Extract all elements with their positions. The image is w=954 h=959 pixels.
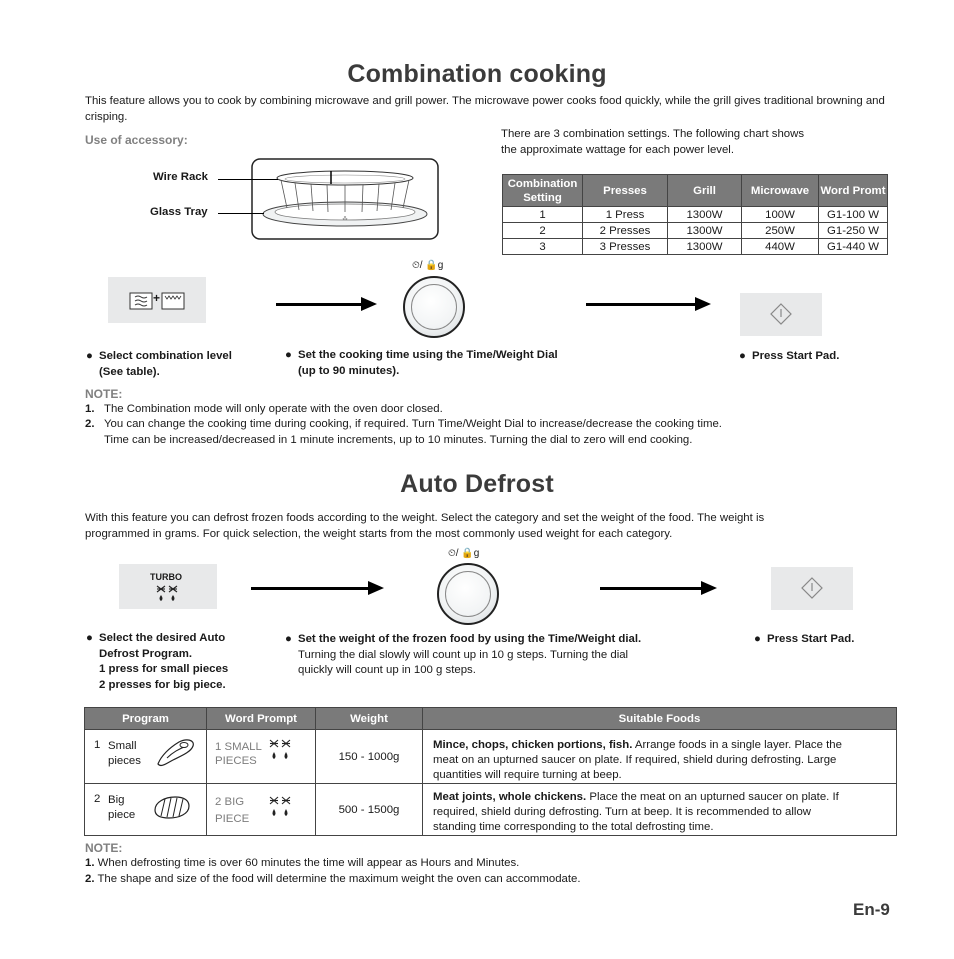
prompt-text: 1 SMALL xyxy=(215,741,262,753)
food-text: required, shield during defrosting. Turn at beep. It is recommended to allow xyxy=(433,806,811,818)
defrost-intro xyxy=(85,510,885,542)
table-cell: 2 xyxy=(503,223,583,239)
table-cell: G1-100 W xyxy=(819,207,888,223)
table-cell: G1-440 W xyxy=(819,239,888,255)
glass-tray-label: Glass Tray xyxy=(150,206,208,218)
note-number: 1. xyxy=(85,403,95,415)
arrow-right-head xyxy=(701,581,717,595)
defrost-note-label: NOTE: xyxy=(85,841,123,855)
chop-icon xyxy=(155,736,197,770)
pad-plus: + xyxy=(153,291,161,305)
wire-rack-glass-tray-icon xyxy=(251,158,439,240)
col-header: Microwave xyxy=(742,175,819,207)
turbo-label: TURBO xyxy=(150,572,182,582)
dial-inner xyxy=(411,284,457,330)
arrow-right xyxy=(276,303,362,306)
prompt-cell xyxy=(207,784,316,836)
food-bold: Meat joints, whole chickens. xyxy=(433,791,587,803)
food-text: quantities will require turning at beep. xyxy=(433,769,622,781)
note-number: 1. xyxy=(85,857,95,869)
intro-line: programmed in grams. For quick selection, the weight starts from the most commonly used weight for each category. xyxy=(85,528,673,540)
step-line: (See table). xyxy=(99,365,160,378)
arrow-right xyxy=(586,303,696,306)
program-name: Small xyxy=(108,740,137,752)
col-header: Word Prompt xyxy=(207,708,316,730)
step-line: Press Start Pad. xyxy=(767,633,855,645)
time-weight-dial[interactable] xyxy=(403,276,465,338)
dial-label: ⏲/ 🔒g xyxy=(448,548,480,559)
prompt-cell xyxy=(207,730,316,784)
arrow-right-head xyxy=(368,581,384,595)
snowflake-droplet-icon xyxy=(268,795,294,823)
page-number: En-9 xyxy=(853,900,890,919)
note-text: Time can be increased/decreased in 1 minute increments, up to 10 minutes. Turning the dial to zero will end cooking. xyxy=(104,434,693,446)
food-bold: Mince, chops, chicken portions, fish. xyxy=(433,739,633,751)
table-cell: 100W xyxy=(742,207,819,223)
wire-rack-pointer xyxy=(218,179,278,180)
step-line: Set the weight of the frozen food by using the Time/Weight dial. xyxy=(298,633,642,645)
weight-cell: 500 - 1500g xyxy=(316,784,423,836)
col-header: Suitable Foods xyxy=(423,708,897,730)
intro-line: With this feature you can defrost frozen foods according to the weight. Select the category and set the weight of the food. The weight is xyxy=(85,512,765,524)
start-diamond-icon xyxy=(740,293,822,336)
table-row xyxy=(503,223,888,239)
table-row xyxy=(85,784,897,836)
start-pad[interactable] xyxy=(771,567,853,610)
turbo-defrost-pad[interactable] xyxy=(119,564,217,609)
table-cell: 1300W xyxy=(668,207,742,223)
step-line: Select combination level xyxy=(99,350,232,362)
col-header: Word Promt xyxy=(819,175,888,207)
note-number: 2. xyxy=(85,418,95,430)
combination-pad[interactable] xyxy=(108,277,206,323)
step-line: 1 press for small pieces xyxy=(99,663,229,675)
defrost-note-1 xyxy=(85,856,519,872)
step-line: (up to 90 minutes). xyxy=(298,364,400,377)
table-cell: 1300W xyxy=(668,239,742,255)
defrost-title: Auto Defrost xyxy=(400,470,554,498)
food-cell xyxy=(423,784,897,836)
arrow-right xyxy=(251,587,369,590)
chart-intro-line: the approximate wattage for each power level. xyxy=(501,144,735,156)
prompt-text: PIECE xyxy=(215,813,250,825)
food-text: Place the meat on an upturned saucer on plate. If xyxy=(586,791,839,803)
food-cell xyxy=(423,730,897,784)
combination-intro: This feature allows you to cook by combining microwave and grill power. The microwave power cooks food quickly, while the grill gives traditional browning and crisping. xyxy=(85,95,885,123)
defrost-table xyxy=(84,707,897,836)
note-text: The shape and size of the food will determine the maximum weight the oven can accommodate. xyxy=(94,873,581,885)
program-cell xyxy=(85,784,207,836)
combo-note-label: NOTE: xyxy=(85,387,123,401)
arrow-right-head xyxy=(695,297,711,311)
col-header: Combination Setting xyxy=(503,175,583,207)
step-line: Select the desired Auto xyxy=(99,632,226,644)
food-text: Arrange foods in a single layer. Place the xyxy=(632,739,842,751)
combination-table xyxy=(502,174,888,255)
program-number: 2 xyxy=(94,793,101,805)
table-cell: 1300W xyxy=(668,223,742,239)
wire-rack-label: Wire Rack xyxy=(153,171,208,183)
table-cell: 2 Presses xyxy=(583,223,668,239)
program-name: pieces xyxy=(108,755,141,767)
dial-label: ⏲/ 🔒g xyxy=(412,260,444,271)
roast-joint-icon xyxy=(151,792,193,822)
step-line: Defrost Program. xyxy=(99,647,193,660)
program-cell xyxy=(85,730,207,784)
combination-title: Combination cooking xyxy=(347,60,607,88)
defrost-note-2 xyxy=(85,872,581,888)
step-line: 2 presses for big piece. xyxy=(99,678,226,691)
food-text: meat on an upturned saucer on plate. If required, shield during defrosting. Large xyxy=(433,754,837,766)
col-header: Presses xyxy=(583,175,668,207)
start-diamond-icon xyxy=(771,567,853,610)
arrow-right-head xyxy=(361,297,377,311)
start-pad[interactable] xyxy=(740,293,822,336)
accessory-label: Use of accessory: xyxy=(85,133,188,147)
table-cell: 440W xyxy=(742,239,819,255)
step-line: Set the cooking time using the Time/Weight Dial xyxy=(298,349,558,361)
table-row xyxy=(503,239,888,255)
time-weight-dial[interactable] xyxy=(437,563,499,625)
table-cell: 3 xyxy=(503,239,583,255)
table-cell: G1-250 W xyxy=(819,223,888,239)
arrow-right xyxy=(600,587,702,590)
step-line: quickly will count up in 100 g steps. xyxy=(298,664,476,676)
step-line: Turning the dial slowly will count up in 10 g steps. Turning the dial xyxy=(298,648,629,661)
note-number: 2. xyxy=(85,873,95,885)
note-text: The Combination mode will only operate with the oven door closed. xyxy=(104,403,443,415)
col-header: Program xyxy=(85,708,207,730)
note-text: You can change the cooking time during cooking, if required. Turn Time/Weight Dial to increase/decrease the cooking time. xyxy=(104,418,722,430)
prompt-text: 2 BIG xyxy=(215,796,245,808)
table-cell: 1 xyxy=(503,207,583,223)
snowflake-droplet-icon xyxy=(268,738,294,766)
chart-intro-line: There are 3 combination settings. The following chart shows xyxy=(501,128,805,140)
table-cell: 250W xyxy=(742,223,819,239)
weight-cell: 150 - 1000g xyxy=(316,730,423,784)
col-header: Grill xyxy=(668,175,742,207)
note-text: When defrosting time is over 60 minutes the time will appear as Hours and Minutes. xyxy=(94,857,520,869)
program-name: Big xyxy=(108,794,125,806)
program-name: piece xyxy=(108,809,136,821)
table-row xyxy=(503,207,888,223)
glass-tray-pointer xyxy=(218,213,264,214)
table-cell: 1 Press xyxy=(583,207,668,223)
svg-text:⁂: ⁂ xyxy=(342,216,348,222)
oven-accessory-illustration xyxy=(251,158,439,240)
table-cell: 3 Presses xyxy=(583,239,668,255)
step-line: Press Start Pad. xyxy=(752,350,840,362)
dial-inner xyxy=(445,571,491,617)
prompt-text: PIECES xyxy=(215,755,257,767)
combo-note-2 xyxy=(85,417,885,446)
combo-note-1 xyxy=(85,402,885,418)
col-header: Weight xyxy=(316,708,423,730)
program-number: 1 xyxy=(94,739,101,751)
food-text: standing time corresponding to the total defrosting time. xyxy=(433,821,714,833)
chart-intro xyxy=(501,126,804,158)
table-row xyxy=(85,730,897,784)
snowflake-droplet-icon xyxy=(155,584,181,604)
